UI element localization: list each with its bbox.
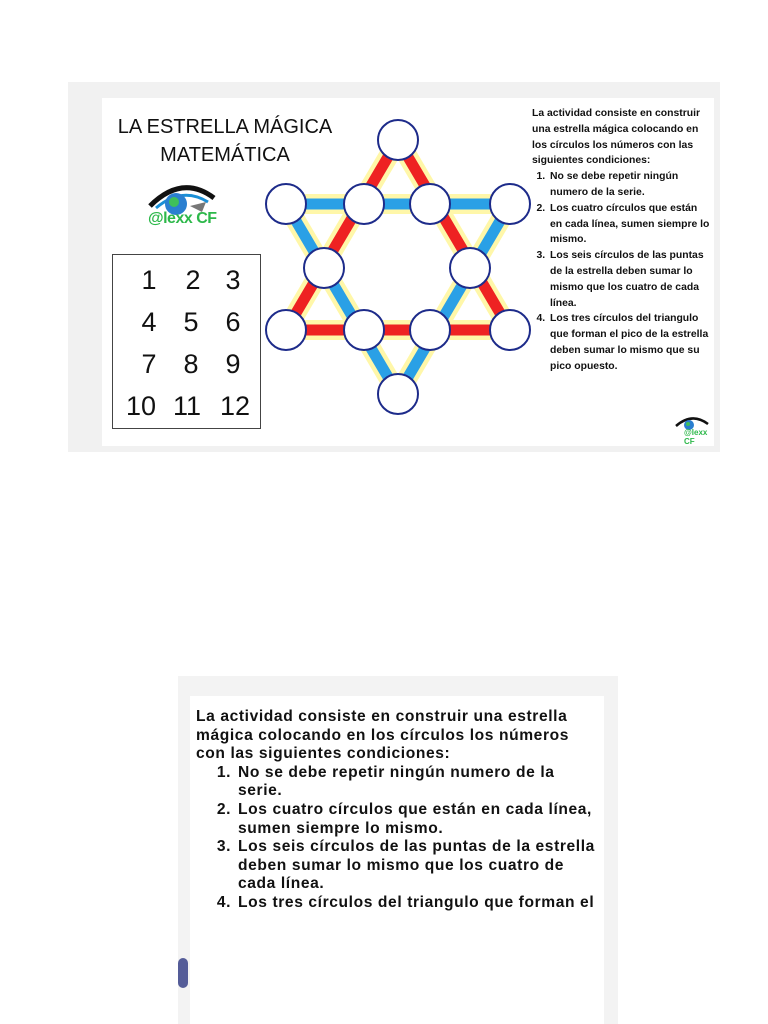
- rules-text: [532, 106, 712, 375]
- numbers-box: [112, 254, 261, 429]
- number-cell: 7: [141, 349, 157, 379]
- star-circle[interactable]: [490, 184, 530, 224]
- zoomed-rules-text: [196, 708, 596, 913]
- number-cell: 8: [183, 349, 199, 379]
- title-line-1: LA ESTRELLA MÁGICA: [117, 116, 333, 138]
- top-image-panel: [68, 82, 720, 452]
- number-cell: 4: [141, 307, 157, 337]
- star-circles: [266, 120, 530, 414]
- conditions-list: [532, 169, 712, 374]
- number-cell: 1: [141, 265, 157, 295]
- star-circle[interactable]: [344, 310, 384, 350]
- magic-star-diagram: [252, 98, 532, 446]
- zoomed-rules-intro: La actividad consiste en construir una estrella mágica colocando en los círculos los números con las siguientes condiciones:: [196, 708, 570, 763]
- number-cell: 10: [125, 391, 157, 421]
- star-circle[interactable]: [378, 120, 418, 160]
- zoomed-condition-item: 2. Los cuatro círculos que están en cada línea, sumen siempre lo mismo.: [236, 801, 596, 838]
- zoomed-rules-card: [190, 696, 604, 1024]
- zoomed-condition-item: 4. Los tres círculos del triangulo que forman el: [236, 894, 596, 913]
- zoomed-conditions-list: [196, 764, 596, 913]
- red-triangle: [286, 140, 510, 330]
- star-circle[interactable]: [490, 310, 530, 350]
- number-cell: 12: [219, 391, 251, 421]
- number-cell: 9: [225, 349, 241, 379]
- condition-item: 4. Los tres círculos del triangulo que forman el pico de la estrella deben sumar lo mismo que su pico opuesto.: [548, 311, 712, 374]
- zoomed-condition-item: 1. No se debe repetir ningún numero de la serie.: [236, 764, 596, 801]
- star-circle[interactable]: [378, 374, 418, 414]
- edge-mark: [178, 958, 188, 988]
- blue-triangle: [286, 204, 510, 394]
- star-circle[interactable]: [410, 184, 450, 224]
- condition-item: 3. Los seis círculos de las puntas de la estrella deben sumar lo mismo que los cuatro de cada línea.: [548, 248, 712, 311]
- star-circle[interactable]: [266, 184, 306, 224]
- title-line-2: MATEMÁTICA: [160, 144, 290, 166]
- zoomed-image-panel: [178, 676, 618, 1024]
- number-cell: 3: [225, 265, 241, 295]
- star-circle[interactable]: [450, 248, 490, 288]
- number-cell: 5: [183, 307, 199, 337]
- small-logo-text: @lexx CF: [684, 428, 708, 446]
- star-circle[interactable]: [344, 184, 384, 224]
- puzzle-card: [102, 98, 714, 446]
- logo-text: @lexx CF: [148, 210, 217, 227]
- star-circle[interactable]: [410, 310, 450, 350]
- star-circle[interactable]: [266, 310, 306, 350]
- number-cell: 2: [185, 265, 201, 295]
- star-circle[interactable]: [304, 248, 344, 288]
- number-cell: 6: [225, 307, 241, 337]
- rules-intro: La actividad consiste en construir una estrella mágica colocando en los círculos los números con las siguientes condiciones:: [532, 108, 701, 167]
- number-cell: 11: [172, 391, 202, 421]
- condition-item: 1. No se debe repetir ningún numero de la serie.: [548, 169, 712, 201]
- zoomed-condition-item: 3. Los seis círculos de las puntas de la estrella deben sumar lo mismo que los cuatro de cada línea.: [236, 838, 596, 894]
- condition-item: 2. Los cuatro círculos que están en cada línea, sumen siempre lo mismo.: [548, 201, 712, 248]
